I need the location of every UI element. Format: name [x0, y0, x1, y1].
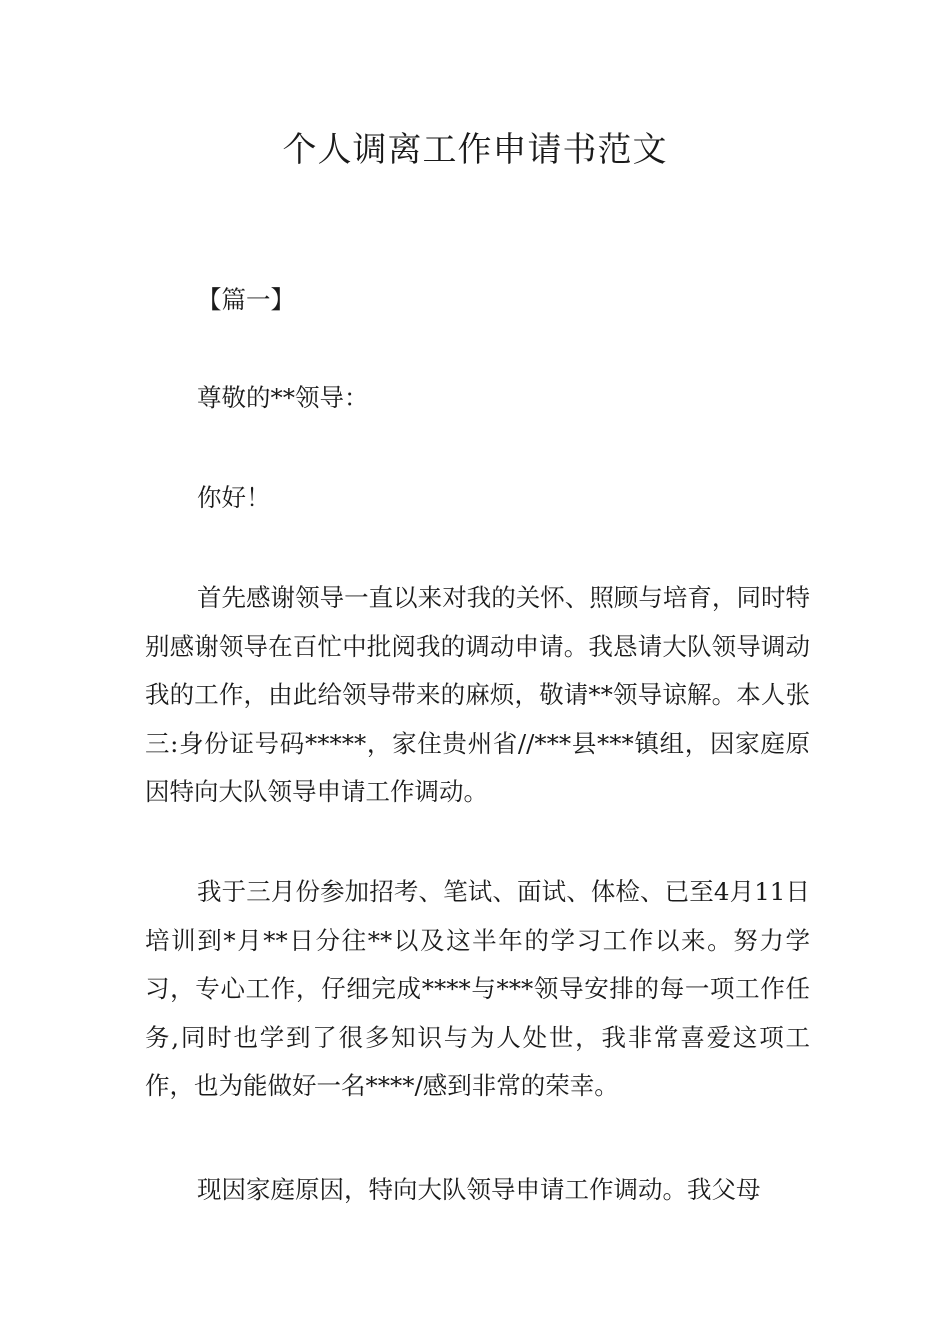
greeting: 你好！: [197, 483, 271, 512]
body-paragraph-1: 首先感谢领导一直以来对我的关怀、照顾与培育，同时特别感谢领导在百忙中批阅我的调动申请。我恳请大队领导调动我的工作，由此给领导带来的麻烦，敬请**领导谅解。本人张三:身份证号码*****，家住贵州省//***县***镇组，因家庭原因特向大队领导申请工作调动。: [145, 583, 810, 807]
body-paragraph-3: 现因家庭原因，特向大队领导申请工作调动。我父母: [197, 1175, 761, 1204]
salutation: 尊敬的**领导：: [197, 383, 369, 412]
document-title: 个人调离工作申请书范文: [282, 130, 668, 170]
section-label: 【篇一】: [197, 285, 295, 314]
body-paragraph-2: 我于三月份参加招考、笔试、面试、体检、已至4月11日培训到*月**日分往**以及这半年的学习工作以来。努力学习，专心工作，仔细完成****与***领导安排的每一项工作任务,同时也学到了很多知识与为人处世，我非常喜爱这项工作，也为能做好一名****/感到非常的荣幸。: [145, 877, 810, 1101]
